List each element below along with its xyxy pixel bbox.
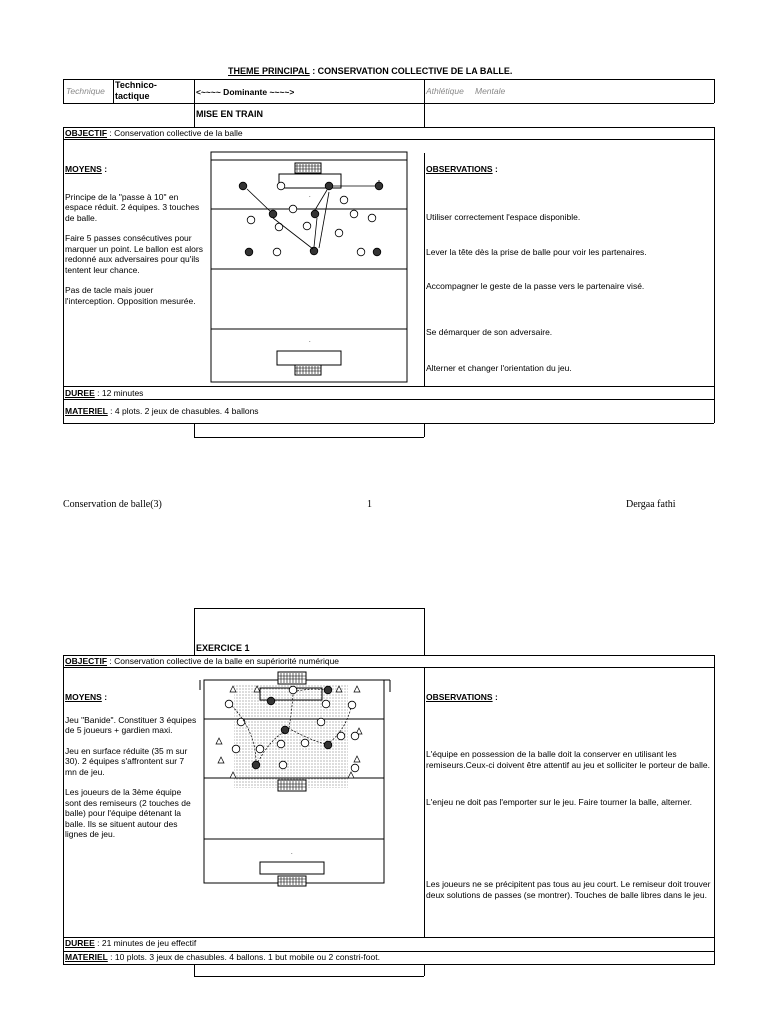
player-markers bbox=[239, 182, 383, 256]
moyens-p1: Principe de la "passe à 10" en espace réduit. 2 équipes. 3 touches de balle. bbox=[65, 191, 200, 223]
goal-top-2 bbox=[278, 672, 306, 684]
header-mentale: Mentale bbox=[475, 86, 506, 96]
duree-2: DUREE : 21 minutes de jeu effectif bbox=[65, 938, 197, 948]
moyens-p2: Faire 5 passes consécutives pour marquer un point. Le ballon est alors redonné aux adversaires pour qu'ils tentent leur chance. bbox=[65, 233, 203, 275]
moyens-p3: Pas de tacle mais jouer l'interception. Opposition mesurée. bbox=[65, 285, 196, 306]
obs2-item-2: L'enjeu ne doit pas l'emporter sur le jeu. Faire tourner la balle, alterner. bbox=[426, 797, 692, 807]
moyens-block: MOYENS : Principe de la "passe à 10" en espace réduit. 2 équipes. 3 touches de balle. Faire 5 passes consécutives pour marquer un point. Le ballon est alors redonné aux adversaires pour qu'ils tentent leur chance. Pas de tacle mais jouer l'interception. Opposition mesurée. bbox=[65, 164, 205, 306]
pitch-diagram-1 bbox=[211, 152, 411, 384]
duree-1: DUREE : 12 minutes bbox=[65, 388, 144, 398]
svg-text:.: . bbox=[309, 338, 311, 344]
obs1-item-5: Alterner et changer l'orientation du jeu. bbox=[426, 363, 572, 373]
materiel-2: MATERIEL : 10 plots. 3 jeux de chasubles. 4 ballons. 1 but mobile ou 2 constri-foot. bbox=[65, 952, 380, 962]
materiel-1: MATERIEL : 4 plots. 2 jeux de chasubles. 4 ballons bbox=[65, 406, 259, 416]
obs2-item-3: Les joueurs ne se précipitent pas tous au jeu court. Le remiseur doit trouver deux solutions de passes (se montrer). Touches de balle libres dans le jeu. bbox=[426, 879, 711, 900]
header-athletique: Athlétique bbox=[426, 86, 464, 96]
section-title-2: EXERCICE 1 bbox=[196, 643, 250, 653]
theme-text: : CONSERVATION COLLECTIVE DE LA BALLE. bbox=[309, 66, 513, 76]
goal-bottom bbox=[295, 365, 321, 375]
header-technique: Technique bbox=[66, 86, 105, 96]
svg-text:.: . bbox=[291, 850, 293, 856]
moyens2-p3: Les joueurs de la 3ème équipe sont des remiseurs (2 touches de balle) pour l'équipe détenant la balle. Ils se situent autour des lignes de jeu. bbox=[65, 787, 191, 839]
goal-top bbox=[295, 163, 321, 173]
goal-middle-2 bbox=[278, 780, 306, 791]
theme-title bbox=[228, 66, 512, 77]
footer-right: Dergaa fathi bbox=[626, 499, 676, 510]
pitch-diagram-2 bbox=[200, 670, 395, 888]
obs1-item-3: Accompagner le geste de la passe vers le partenaire visé. bbox=[426, 281, 645, 291]
moyens2-p1: Jeu "Banide". Constituer 3 équipes de 5 joueurs + gardien maxi. bbox=[65, 714, 197, 735]
obs1-item-2: Lever la tête dès la prise de balle pour voir les partenaires. bbox=[426, 247, 647, 257]
objectif bbox=[65, 128, 243, 139]
footer-left: Conservation de balle(3) bbox=[63, 499, 162, 510]
objectif-text: : Conservation collective de la balle bbox=[107, 128, 243, 138]
obs1-item-4: Se démarquer de son adversaire. bbox=[426, 327, 553, 337]
moyens2-p2: Jeu en surface réduite (35 m sur 30). 2 équipes s'affrontent sur 7 mn de jeu. bbox=[65, 745, 188, 777]
objectif-2: OBJECTIF : Conservation collective de la balle en supériorité numérique bbox=[65, 656, 340, 666]
moyens-block-2: MOYENS : Jeu "Banide". Constituer 3 équipes de 5 joueurs + gardien maxi. Jeu en surface réduite (35 m sur 30). 2 équipes s'affrontent sur 7 mn de jeu. Les joueurs de la 3ème équipe sont des remiseurs (2 touches de balle) pour l'équipe détenant la balle. Ils se situent autour des lignes de jeu. bbox=[65, 692, 197, 839]
moyens-label: MOYENS bbox=[65, 164, 102, 174]
goal-bottom-2 bbox=[278, 876, 306, 886]
section-title: MISE EN TRAIN bbox=[196, 109, 264, 119]
footer-page-number: 1 bbox=[367, 499, 372, 510]
theme-label: THEME PRINCIPAL bbox=[228, 66, 310, 76]
svg-text:.: . bbox=[309, 193, 311, 199]
obs1-item-1: Utiliser correctement l'espace disponible. bbox=[426, 212, 581, 222]
observations-label-2: OBSERVATIONS : bbox=[426, 692, 498, 702]
header-technico-tactique: Technico-tactique bbox=[115, 80, 157, 101]
objectif-label: OBJECTIF bbox=[65, 128, 108, 138]
header-dominante: <~~~~ Dominante ~~~~> bbox=[196, 87, 295, 97]
obs2-item-1: L'équipe en possession de la balle doit la conserver en utilisant les remiseurs.Ceux-ci doivent être attentif au jeu et solliciter le porteur de balle. bbox=[426, 749, 710, 770]
observations-label-1: OBSERVATIONS : bbox=[426, 164, 498, 174]
